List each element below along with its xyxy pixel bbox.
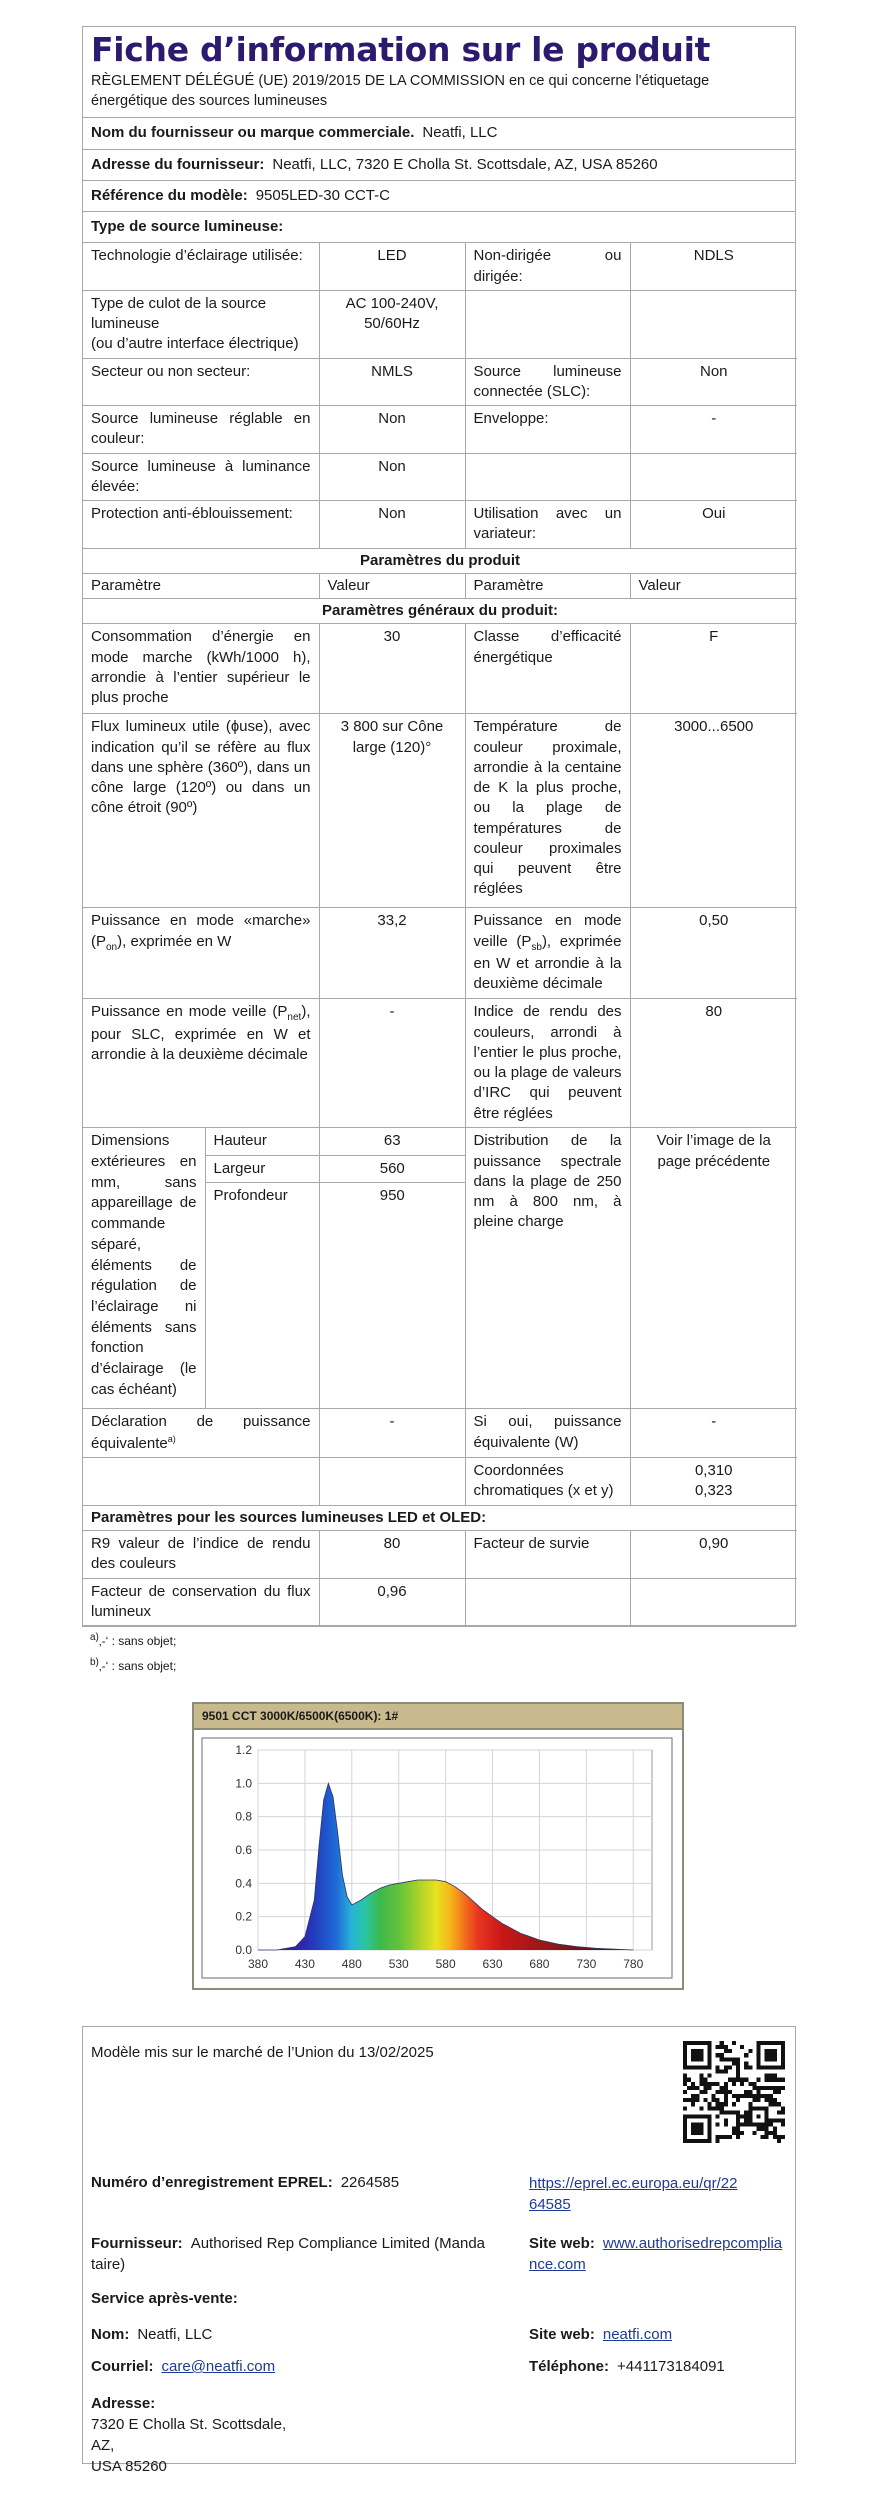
width-value: 560 xyxy=(319,1155,465,1182)
anti-glare-label: Protection anti-éblouissement: xyxy=(83,501,319,549)
cap-type-label: Type de culot de la source lumineuse xyxy=(91,294,267,333)
standby-power-value: 0,50 xyxy=(630,908,797,999)
model-reference-row xyxy=(83,181,795,212)
address-block: Adresse: 7320 E Cholla St. Scottsdale, AZ, USA 85260 xyxy=(91,2395,287,2475)
market-date-text: Modèle mis sur le marché de l’Union du 13/02/2025 xyxy=(91,2044,434,2061)
networked-standby-label: Puissance en mode veille $(P_{net})$, pour SLC, exprimée en W et arrondie à la deuxième décimale xyxy=(83,999,319,1128)
x-tick-label: 730 xyxy=(576,1957,597,1971)
y-tick-label: 0.0 xyxy=(235,1943,252,1957)
empty-cell xyxy=(319,1457,465,1505)
supplier-address-value: Neatfi, LLC, 7320 E Cholla St. Scottsdale, AZ, USA 85260 xyxy=(272,155,658,173)
page-title: Fiche d’information sur le produit xyxy=(91,30,711,69)
eprel-number-value: 2264585 xyxy=(340,2174,400,2191)
phone-row: Téléphone: +441173184091 xyxy=(529,2358,725,2375)
dimmable-label: Utilisation avec un variateur: xyxy=(465,501,630,549)
table-row xyxy=(83,573,797,598)
standby-power-label: Puissance en mode veille $(P_{sb})$, exprimée en W et arrondie à la deuxième décimale xyxy=(465,908,630,999)
chromaticity-x: 0,310 xyxy=(694,1461,733,1479)
spectrum-plot xyxy=(194,1730,682,1988)
height-value: 63 xyxy=(319,1128,465,1155)
lighting-technology-value: LED xyxy=(319,243,465,290)
column-header-value: Valeur xyxy=(630,573,797,598)
table-row xyxy=(83,624,797,714)
phone-value: +441173184091 xyxy=(617,2358,725,2375)
service-name-row: Nom: Neatfi, LLC xyxy=(91,2326,213,2343)
lighting-technology-label: Technologie d’éclairage utilisée: xyxy=(83,243,319,290)
networked-standby-value: - xyxy=(319,999,465,1128)
r9-value: 80 xyxy=(319,1531,465,1579)
email-row: Courriel: care@neatfi.com xyxy=(91,2358,276,2375)
dimensions-cell xyxy=(83,1128,465,1409)
supplier-name-row xyxy=(83,118,795,149)
model-reference-value: 9505LED-30 CCT-C xyxy=(255,186,390,204)
empty-cell xyxy=(465,1578,630,1626)
table-row xyxy=(83,1128,797,1409)
spectral-distribution-label: Distribution de la puissance spectrale dans la plage de 250 nm à 800 nm, à pleine charge xyxy=(465,1128,630,1409)
cap-type-sublabel: (ou d’autre interface électrique) xyxy=(91,335,299,353)
address-label: Adresse: xyxy=(91,2395,156,2412)
column-header-param: Paramètre xyxy=(83,573,319,598)
supplier-address-label: Adresse du fournisseur: xyxy=(91,155,265,173)
directional-value: NDLS xyxy=(630,243,797,290)
table-row xyxy=(83,406,797,454)
empty-cell xyxy=(465,453,630,501)
general-params-heading: Paramètres généraux du produit: xyxy=(83,599,797,624)
empty-cell xyxy=(465,290,630,358)
table-row xyxy=(83,548,797,573)
chromaticity-value xyxy=(630,1457,797,1505)
envelope-label: Enveloppe: xyxy=(465,406,630,454)
directional-label: Non-dirigée ou dirigée: xyxy=(465,243,630,290)
x-tick-label: 630 xyxy=(482,1957,503,1971)
equivalent-watts-label: Si oui, puissance équivalente (W) xyxy=(465,1409,630,1458)
survival-factor-label: Facteur de survie xyxy=(465,1531,630,1579)
eprel-link[interactable]: https://eprel.ec.europa.eu/qr/22 64585 xyxy=(529,2175,738,2213)
service-website-link[interactable]: neatfi.com xyxy=(602,2326,673,2343)
equivalent-power-value: - xyxy=(319,1409,465,1458)
product-params-heading: Paramètres du produit xyxy=(83,548,797,573)
table-row xyxy=(83,243,797,290)
colour-tunable-value: Non xyxy=(319,406,465,454)
r9-label: R9 valeur de l’indice de rendu des couleurs xyxy=(83,1531,319,1579)
table-row xyxy=(83,1531,797,1579)
x-tick-label: 780 xyxy=(623,1957,644,1971)
empty-cell xyxy=(630,1578,797,1626)
colour-temperature-value: 3000...6500 xyxy=(630,714,797,908)
x-tick-label: 580 xyxy=(435,1957,456,1971)
useful-flux-label: Flux lumineux utile (ɸuse), avec indication qu’il se réfère au flux dans une sphère (360º), dans un cône large (120º) ou dans un cône étroit (90º) xyxy=(83,714,319,908)
service-name-value: Neatfi, LLC xyxy=(137,2326,213,2343)
column-header-value: Valeur xyxy=(319,573,465,598)
product-information-sheet xyxy=(82,26,796,1627)
parameters-table xyxy=(83,243,797,1626)
energy-class-label: Classe d’efficacité énergétique xyxy=(465,624,630,714)
depth-value: 950 xyxy=(319,1182,465,1408)
colour-temperature-label: Température de couleur proximale, arrondie à la centaine de K la plus proche, ou la plage de températures de couleur proximales qui peuvent être réglées xyxy=(465,714,630,908)
envelope-value: - xyxy=(630,406,797,454)
dimmable-value: Oui xyxy=(630,501,797,549)
equivalent-watts-value: - xyxy=(630,1409,797,1458)
supplier-address-row xyxy=(83,150,795,181)
supplier-website-link[interactable]: www.authorisedrepcomplia xyxy=(602,2235,783,2252)
x-tick-label: 480 xyxy=(341,1957,362,1971)
lumen-maintenance-value: 0,96 xyxy=(319,1578,465,1626)
x-tick-label: 680 xyxy=(529,1957,550,1971)
survival-factor-value: 0,90 xyxy=(630,1531,797,1579)
dimensions-label: Dimensions extérieures en mm, sans appareillage de commande séparé, éléments de régulation de l’éclairage ni éléments sans fonction d’éclairage (le cas échéant) xyxy=(83,1128,205,1408)
table-row xyxy=(83,599,797,624)
table-row xyxy=(83,290,797,358)
supplier-value: Authorised Rep Compliance Limited (Manda xyxy=(190,2235,486,2252)
spectral-distribution-value: Voir l’image de la page précédente xyxy=(630,1128,797,1409)
colour-rendering-value: 80 xyxy=(630,999,797,1128)
source-type-heading: Type de source lumineuse: xyxy=(83,212,795,243)
email-link[interactable]: care@neatfi.com xyxy=(161,2358,276,2375)
x-tick-label: 430 xyxy=(294,1957,315,1971)
high-luminance-label: Source lumineuse à luminance élevée: xyxy=(83,453,319,501)
qr-code-icon[interactable] xyxy=(683,2041,785,2143)
y-tick-label: 0.6 xyxy=(235,1843,252,1857)
table-row xyxy=(83,358,797,406)
colour-tunable-label: Source lumineuse réglable en couleur: xyxy=(83,406,319,454)
mains-label: Secteur ou non secteur: xyxy=(83,358,319,406)
table-row xyxy=(83,501,797,549)
empty-cell xyxy=(630,453,797,501)
table-row xyxy=(83,453,797,501)
mains-value: NMLS xyxy=(319,358,465,406)
model-reference-label: Référence du modèle: xyxy=(91,186,248,204)
cap-type-cell xyxy=(83,290,319,358)
on-mode-power-value: 33,2 xyxy=(319,908,465,999)
chart-title: 9501 CCT 3000K/6500K(6500K): 1# xyxy=(194,1704,682,1730)
table-row xyxy=(83,1409,797,1458)
footnote-b: $^{b)}$‚-‘ : sans objet; xyxy=(90,1656,177,1673)
table-row xyxy=(83,908,797,999)
column-header-param: Paramètre xyxy=(465,573,630,598)
footnotes xyxy=(90,1628,176,1678)
y-tick-label: 0.2 xyxy=(235,1909,252,1924)
useful-flux-value: 3 800 sur Cône large (120)° xyxy=(319,714,465,908)
service-website-row: Site web: neatfi.com xyxy=(529,2326,673,2343)
energy-class-value: F xyxy=(630,624,797,714)
dimensions-table xyxy=(83,1128,465,1408)
on-mode-power-label: Puissance en mode «marche» $(P_{on})$, exprimée en W xyxy=(83,908,319,999)
led-params-heading: Paramètres pour les sources lumineuses LED et OLED: xyxy=(83,1505,797,1530)
energy-consumption-value: 30 xyxy=(319,624,465,714)
table-row xyxy=(83,1505,797,1530)
chromaticity-label: Coordonnées chromatiques (x et y) xyxy=(465,1457,630,1505)
footnote-a: $^{a)}$‚-‘ : sans objet; xyxy=(90,1632,177,1648)
eprel-number-row: Numéro d’enregistrement EPREL: 2264585 xyxy=(91,2174,400,2191)
x-tick-label: 380 xyxy=(247,1957,269,1971)
empty-cell xyxy=(83,1457,319,1505)
supplier-name-value: Neatfi, LLC xyxy=(422,124,498,142)
lumen-maintenance-label: Facteur de conservation du flux lumineux xyxy=(83,1578,319,1626)
anti-glare-value: Non xyxy=(319,501,465,549)
y-tick-label: 1.2 xyxy=(235,1743,252,1757)
regulation-text: RÈGLEMENT DÉLÉGUÉ (UE) 2019/2015 DE LA COMMISSION en ce qui concerne l'étiquetage énergétique des sources lumineuses xyxy=(83,70,795,118)
x-tick-label: 530 xyxy=(388,1957,409,1971)
colour-rendering-label: Indice de rendu des couleurs, arrondi à l’entier le plus proche, ou la plage de valeurs d’IRC qui peuvent être réglées xyxy=(465,999,630,1128)
y-tick-label: 0.8 xyxy=(235,1809,252,1824)
high-luminance-value: Non xyxy=(319,453,465,501)
connected-source-value: Non xyxy=(630,358,797,406)
supplier-row: Fournisseur: Authorised Rep Compliance Limited (Manda taire) xyxy=(91,2235,486,2273)
width-label: Largeur xyxy=(205,1155,319,1182)
supplier-website-row: Site web: www.authorisedrepcomplia nce.com xyxy=(529,2235,783,2273)
y-tick-label: 1.0 xyxy=(235,1776,252,1791)
equivalent-power-label: Déclaration de puissance équivalente$^{a)}$ xyxy=(83,1409,319,1458)
empty-cell xyxy=(630,290,797,358)
height-label: Hauteur xyxy=(205,1128,319,1155)
table-row xyxy=(83,999,797,1128)
supplier-name-label: Nom du fournisseur ou marque commerciale. xyxy=(91,124,415,142)
after-sales-heading: Service après-vente: xyxy=(91,2290,238,2307)
supplier-website-link-cont[interactable]: nce.com xyxy=(529,2256,586,2273)
chromaticity-y: 0,323 xyxy=(694,1482,733,1500)
connected-source-label: Source lumineuse connectée (SLC): xyxy=(465,358,630,406)
table-row xyxy=(83,1457,797,1505)
table-row xyxy=(83,1578,797,1626)
table-row xyxy=(83,714,797,908)
cap-type-value: AC 100-240V, 50/60Hz xyxy=(319,290,465,358)
eprel-footer xyxy=(82,2026,796,2475)
y-tick-label: 0.4 xyxy=(235,1876,252,1891)
spectral-chart xyxy=(192,1702,684,1990)
depth-label: Profondeur xyxy=(205,1182,319,1408)
energy-consumption-label: Consommation d’énergie en mode marche (kWh/1000 h), arrondie à l’entier supérieur le plus proche xyxy=(83,624,319,714)
